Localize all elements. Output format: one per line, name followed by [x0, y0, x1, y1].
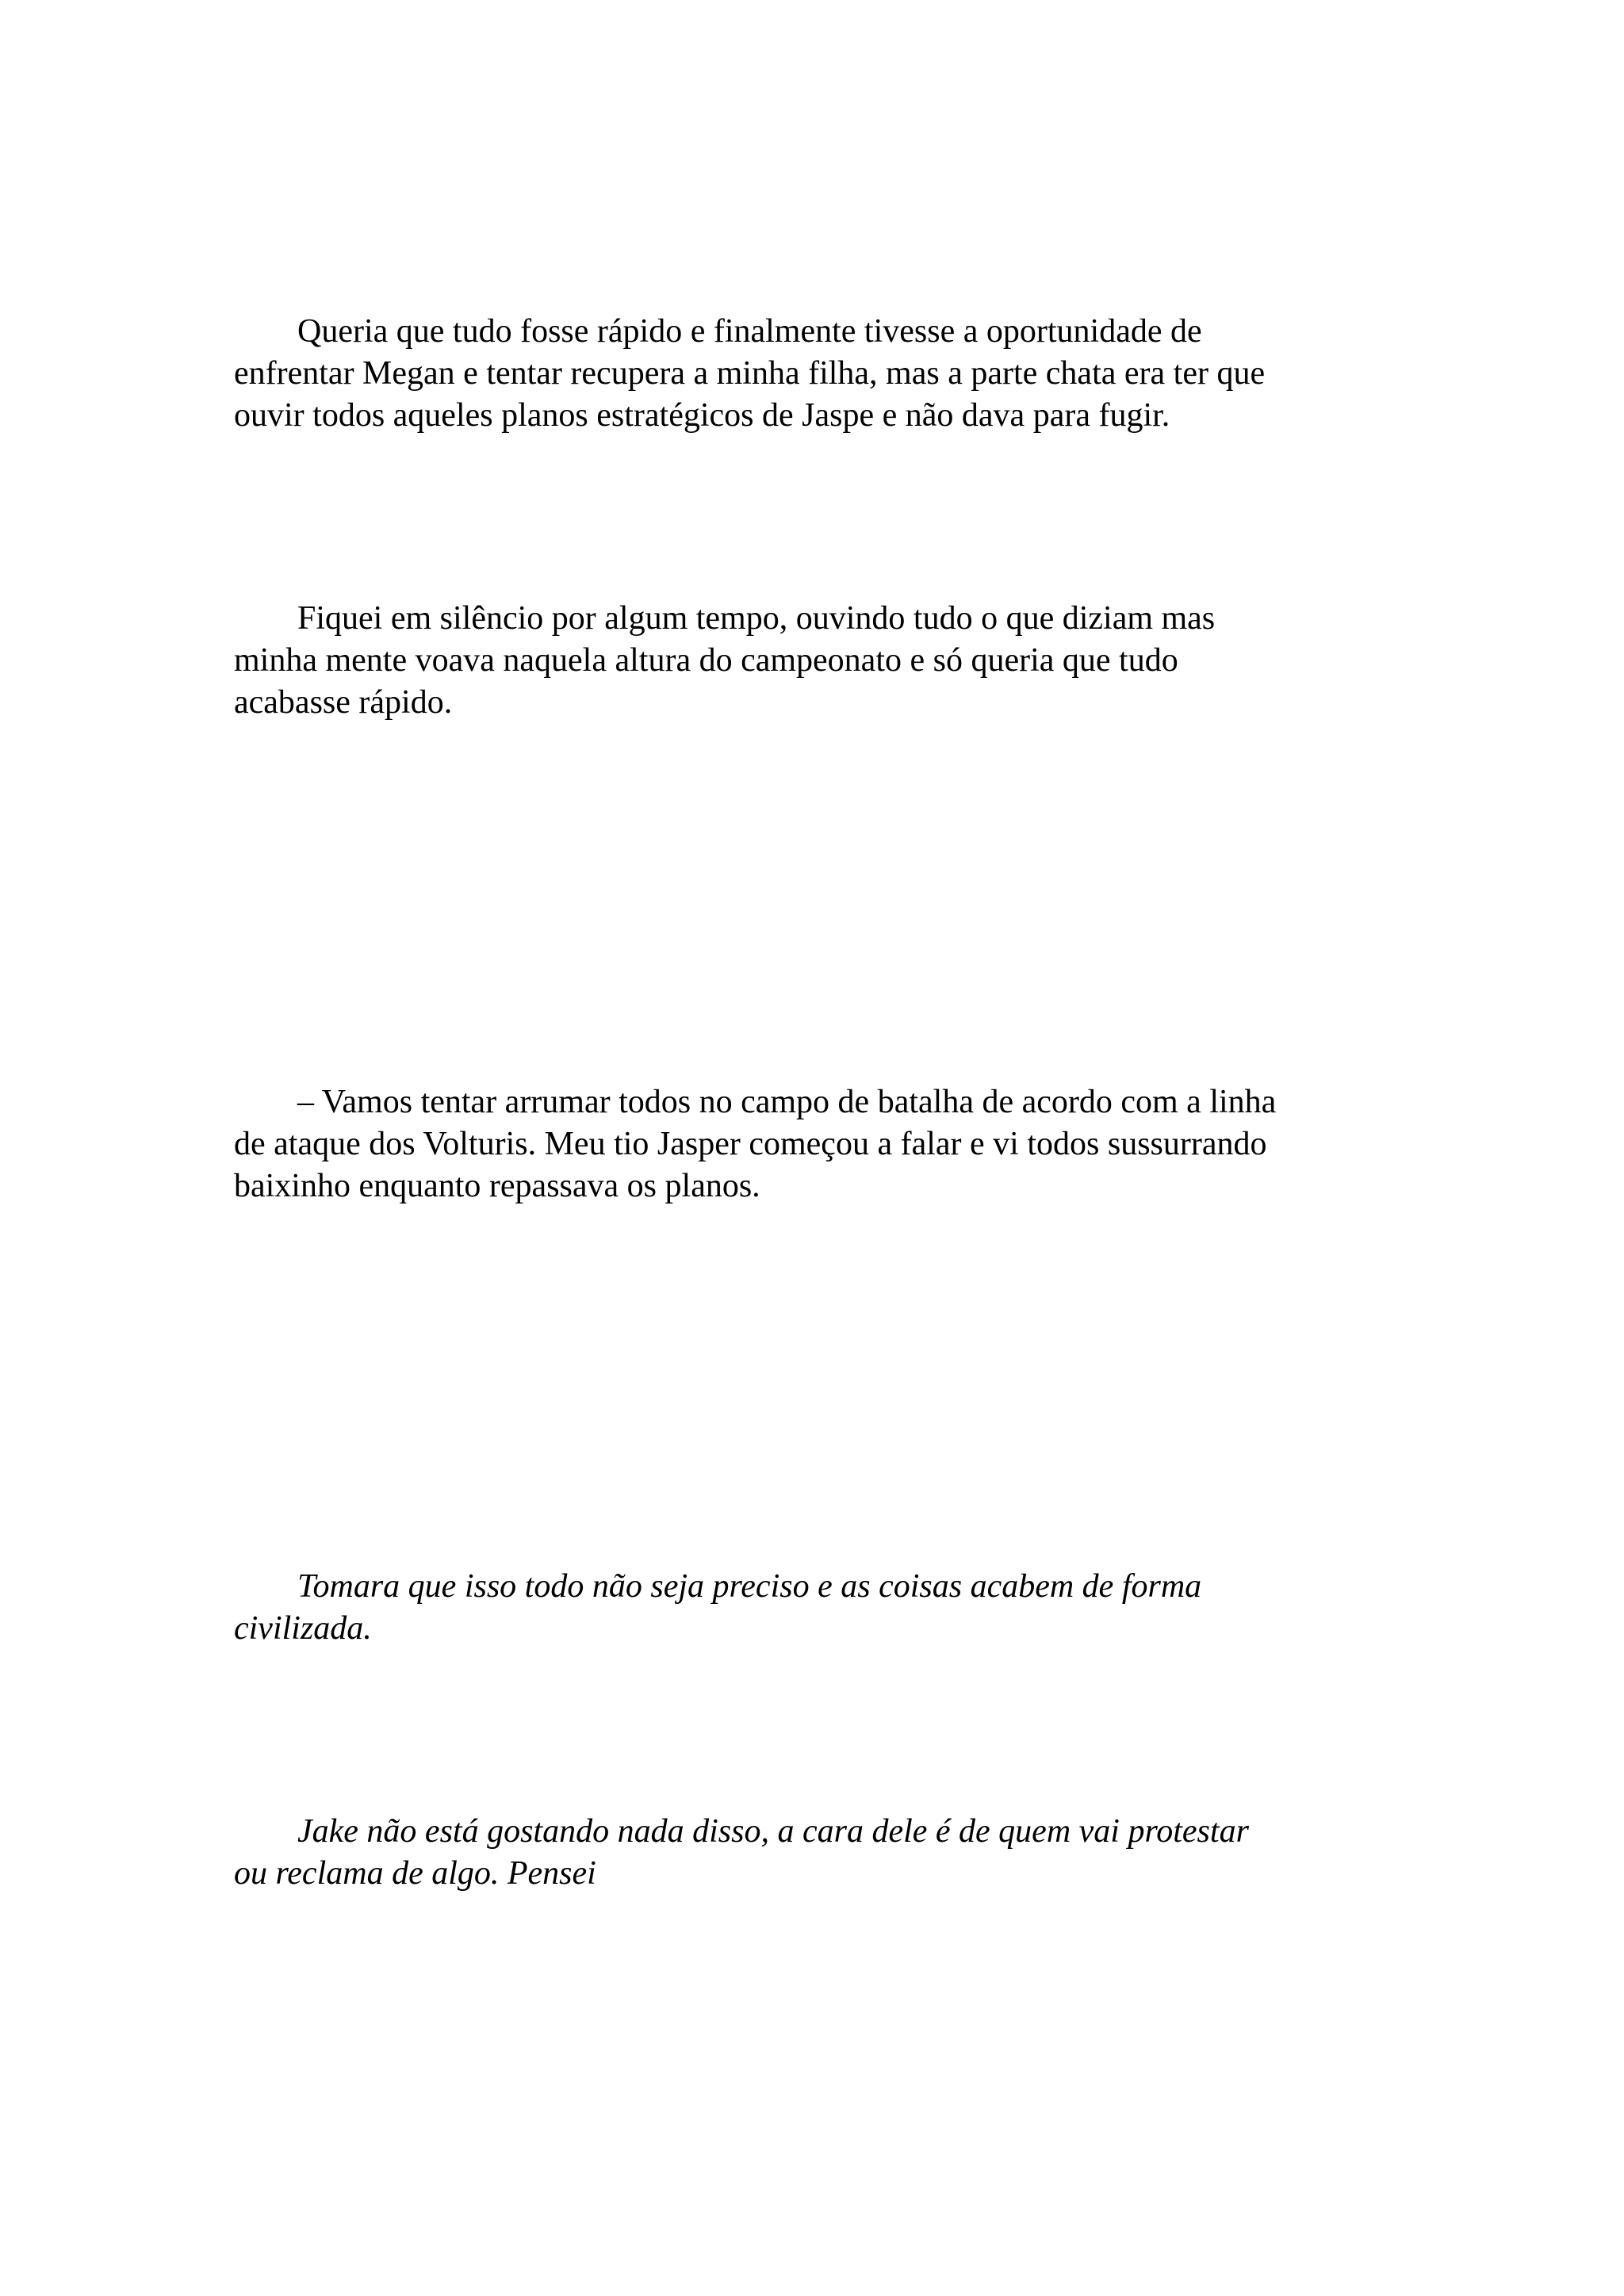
paragraph-line: acabasse rápido. [234, 684, 453, 721]
paragraph-line: enfrentar Megan e tentar recupera a minha filha, mas a parte chata era ter que [234, 355, 1266, 392]
paragraph-3 [234, 1081, 1400, 1207]
paragraph-line: ouvir todos aqueles planos estratégicos de Jaspe e não dava para fugir. [234, 397, 1170, 434]
paragraph-1 [234, 311, 1400, 437]
paragraph-line: Tomara que isso todo não seja preciso e as coisas acabem de forma [297, 1568, 1202, 1605]
paragraph-line: baixinho enquanto repassava os planos. [234, 1168, 760, 1204]
paragraph-line: ou reclama de algo. Pensei [234, 1855, 596, 1892]
paragraph-line: Jake não está gostando nada disso, a cara dele é de quem vai protestar [297, 1813, 1249, 1850]
paragraph-line: de ataque dos Volturis. Meu tio Jasper começou a falar e vi todos sussurrando [234, 1126, 1267, 1162]
paragraph-line: minha mente voava naquela altura do campeonato e só queria que tudo [234, 642, 1178, 679]
paragraph-line: civilizada. [234, 1610, 372, 1647]
paragraph-2 [234, 598, 1400, 724]
paragraph-4-thought [234, 1566, 1400, 1650]
paragraph-line: Queria que tudo fosse rápido e finalmente tivesse a oportunidade de [297, 313, 1202, 350]
paragraph-line: – Vamos tentar arrumar todos no campo de batalha de acordo com a linha [297, 1084, 1277, 1120]
paragraph-line: Fiquei em silêncio por algum tempo, ouvindo tudo o que diziam mas [297, 600, 1216, 637]
paragraph-5-thought [234, 1811, 1400, 1895]
